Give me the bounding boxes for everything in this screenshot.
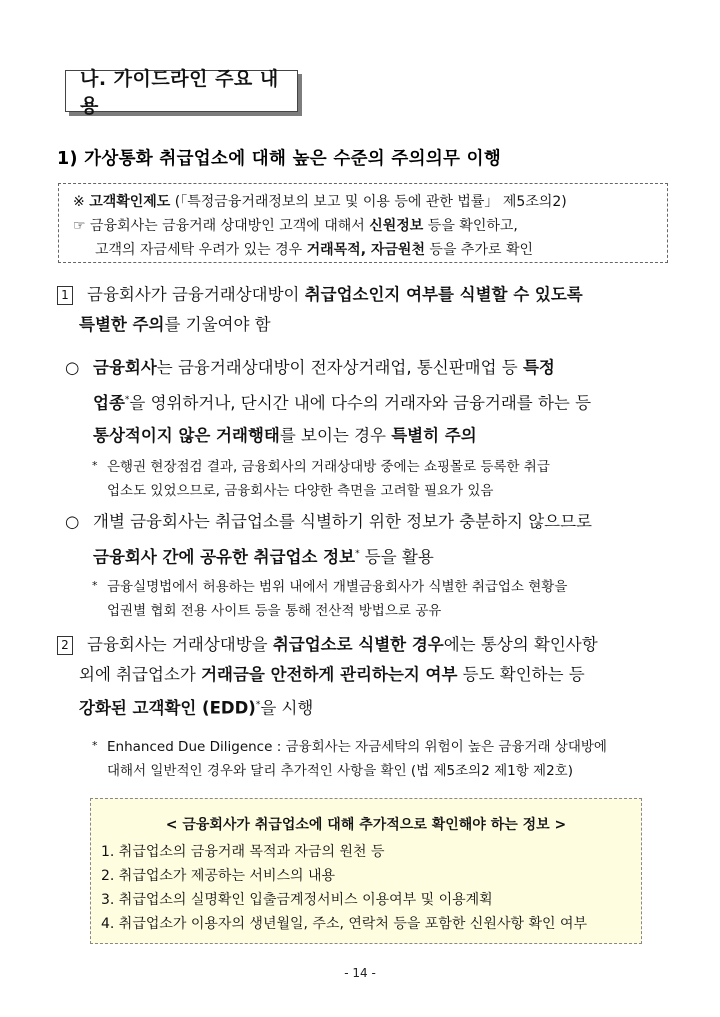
bullet1-bold2: 특정 — [522, 358, 555, 377]
item1-bold: 취급업소인지 여부를 식별할 수 있도록 — [304, 285, 583, 304]
numbered-item-1 — [57, 280, 672, 340]
item2-text2: 외에 취급업소가 — [79, 665, 202, 684]
pointing-hand-icon: ☞ — [73, 218, 86, 234]
box1-line3-bold: 거래목적, 자금원천 — [306, 242, 425, 258]
note-mark: ※ — [73, 194, 85, 210]
footnote3-line1: Enhanced Due Diligence : 금융회사는 자금세탁의 위험이 높은 금융거래 상대방에 — [107, 739, 607, 755]
infobox-title: < 금융회사가 취급업소에 대해 추가적으로 확인해야 하는 정보 > — [165, 817, 567, 833]
item2-text-end: 에는 통상의 확인사항 — [443, 635, 598, 654]
number-box-2: 2 — [57, 636, 73, 655]
circle-bullet: ○ — [65, 358, 80, 377]
footnote1-line2: 업소도 있었으므로, 금융회사는 다양한 측면을 고려할 필요가 있음 — [107, 483, 494, 499]
page-number: - 14 - — [344, 966, 376, 980]
infobox-item: 4. 취급업소가 이용자의 생년월일, 주소, 연락처 등을 포함한 신원사항 확인 여부 — [101, 916, 588, 932]
footnote-mark: * — [124, 395, 130, 405]
infobox-item: 2. 취급업소가 제공하는 서비스의 내용 — [101, 868, 336, 884]
footnote3-line2: 대해서 일반적인 경우와 달리 추가적인 사항을 확인 (법 제5조의2 제1항 제2호) — [107, 763, 573, 779]
footnote-mark: * — [355, 549, 360, 559]
box1-bold-term: 고객확인제도 — [89, 194, 171, 210]
box1-line2-end: 등을 확인하고, — [423, 218, 518, 234]
item1-bold2: 특별한 주의 — [79, 315, 165, 334]
bullet1-text2: 을 영위하거나, 단시간 내에 다수의 거래자와 금융거래를 하는 등 — [129, 393, 592, 413]
bullet1-bold5: 특별히 주의 — [391, 425, 477, 445]
box1-line3-end: 등을 추가로 확인 — [424, 242, 534, 258]
section-title: 나. 가이드라인 주요 내용 — [65, 70, 298, 112]
bullet-item-2 — [65, 506, 675, 574]
item1-text2: 를 기울여야 함 — [164, 315, 271, 334]
footnote-2 — [92, 574, 672, 623]
infobox-item: 1. 취급업소의 금융거래 목적과 자금의 원천 등 — [101, 844, 385, 860]
footnote1-line1: 은행권 현장점검 결과, 금융회사의 거래상대방 중에는 쇼핑몰로 등록한 취급 — [107, 459, 550, 475]
additional-info-box — [90, 798, 642, 944]
circle-bullet: ○ — [65, 512, 80, 531]
bullet1-text: 는 금융거래상대방이 전자상거래업, 통신판매업 등 — [156, 358, 523, 377]
item2-bold3: 강화된 고객확인 (EDD) — [79, 698, 256, 718]
bullet1-text3: 를 보이는 경우 — [279, 425, 392, 445]
bullet-item-1 — [65, 352, 675, 452]
bullet1-bold: 금융회사 — [93, 358, 157, 377]
footnote2-line2: 업권별 협회 전용 사이트 등을 통해 전산적 방법으로 공유 — [107, 603, 442, 619]
bullet1-bold4: 통상적이지 않은 거래행태 — [93, 425, 280, 445]
asterisk: * — [92, 579, 98, 592]
box1-line1 — [73, 190, 653, 214]
bullet2-text: 개별 금융회사는 취급업소를 식별하기 위한 정보가 충분하지 않으므로 — [93, 512, 592, 531]
box1-line2-text: 금융회사는 금융거래 상대방인 고객에 대해서 — [90, 218, 370, 234]
footnote2-line1: 금융실명법에서 허용하는 범위 내에서 개별금융회사가 식별한 취급업소 현황을 — [107, 579, 568, 595]
item2-bold: 취급업소로 식별한 경우 — [272, 635, 444, 654]
asterisk: * — [92, 739, 98, 752]
item2-text2-end: 등도 확인하는 등 — [457, 665, 585, 684]
item1-text: 금융회사가 금융거래상대방이 — [87, 285, 305, 304]
infobox-item: 3. 취급업소의 실명확인 입출금계정서비스 이용여부 및 이용계획 — [101, 892, 493, 908]
box1-line2-bold: 신원정보 — [369, 218, 424, 234]
footnote-1 — [92, 454, 672, 503]
box1-line2 — [73, 214, 653, 238]
item2-text3: 을 시행 — [260, 698, 314, 718]
asterisk: * — [92, 459, 98, 472]
box1-line3 — [73, 238, 653, 262]
bullet2-bold: 금융회사 간에 공유한 취급업소 정보 — [93, 547, 356, 567]
footnote-3 — [92, 734, 672, 783]
number-box-1: 1 — [57, 286, 73, 305]
numbered-item-2 — [57, 630, 672, 724]
item2-bold2: 거래금을 안전하게 관리하는지 여부 — [201, 665, 458, 684]
footnote-mark: * — [255, 700, 261, 710]
bullet2-text2: 등을 활용 — [359, 547, 434, 567]
item2-text: 금융회사는 거래상대방을 — [87, 635, 273, 654]
box1-line3-text: 고객의 자금세탁 우려가 있는 경우 — [95, 242, 307, 258]
sub-heading: 1) 가상통화 취급업소에 대해 높은 수준의 주의의무 이행 — [57, 149, 502, 169]
bullet1-bold3: 업종 — [93, 393, 125, 413]
customer-verification-box — [58, 183, 668, 263]
box1-law-ref: (「특정금융거래정보의 보고 및 이용 등에 관한 법률」 제5조의2) — [170, 194, 567, 210]
